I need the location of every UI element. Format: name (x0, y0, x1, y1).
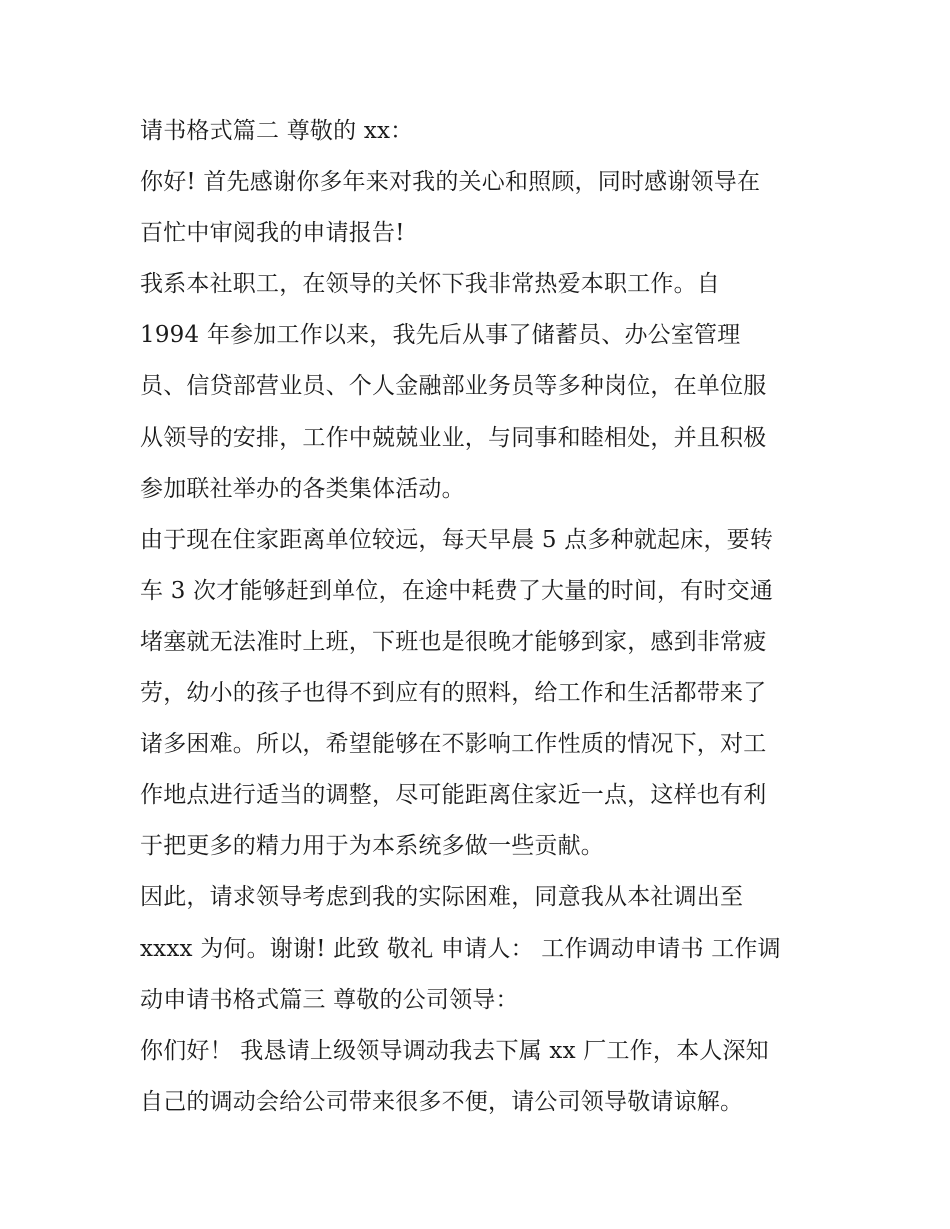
text-line: 动申请书格式篇三 尊敬的公司领导： (140, 986, 519, 1013)
text-line: xxxx 为何。谢谢! 此致 敬礼 申请人： 工作调动申请书 工作调 (140, 935, 781, 962)
text-line: 于把更多的精力用于为本系统多做一些贡献。 (140, 833, 604, 860)
text-line: 自己的调动会给公司带来很多不便，请公司领导敬请谅解。 (140, 1088, 744, 1115)
text-line: 劳，幼小的孩子也得不到应有的照料，给工作和生活都带来了 (140, 680, 767, 707)
text-line: 作地点进行适当的调整，尽可能距离住家近一点，这样也有利 (140, 782, 767, 809)
text-line: 诸多困难。所以，希望能够在不影响工作性质的情况下，对工 (140, 731, 767, 758)
text-line: 1994 年参加工作以来，我先后从事了储蓄员、办公室管理 (140, 322, 741, 349)
text-line: 请书格式篇二 尊敬的 xx： (140, 118, 414, 144)
text-line: 从领导的安排，工作中兢兢业业，与同事和睦相处，并且积极 (140, 424, 767, 451)
text-line: 百忙中审阅我的申请报告! (140, 220, 405, 247)
text-line: 堵塞就无法准时上班，下班也是很晚才能够到家，感到非常疲 (140, 628, 767, 655)
text-line: 你好! 首先感谢你多年来对我的关心和照顾，同时感谢领导在 (140, 169, 761, 196)
text-line: 你们好！ 我恳请上级领导调动我去下属 xx 厂工作，本人深知 (140, 1037, 769, 1064)
text-line: 因此，请求领导考虑到我的实际困难，同意我从本社调出至 (140, 884, 744, 911)
text-line: 我系本社职工，在领导的关怀下我非常热爱本职工作。自 (140, 271, 720, 298)
text-line: 员、信贷部营业员、个人金融部业务员等多种岗位，在单位服 (140, 373, 767, 400)
text-line: 车 3 次才能够赶到单位，在途中耗费了大量的时间，有时交通 (140, 577, 774, 604)
document-body (140, 106, 820, 1128)
text-line: 由于现在住家距离单位较远，每天早晨 5 点多种就起床，要转 (140, 526, 774, 553)
text-line: 参加联社举办的各类集体活动。 (140, 475, 465, 502)
